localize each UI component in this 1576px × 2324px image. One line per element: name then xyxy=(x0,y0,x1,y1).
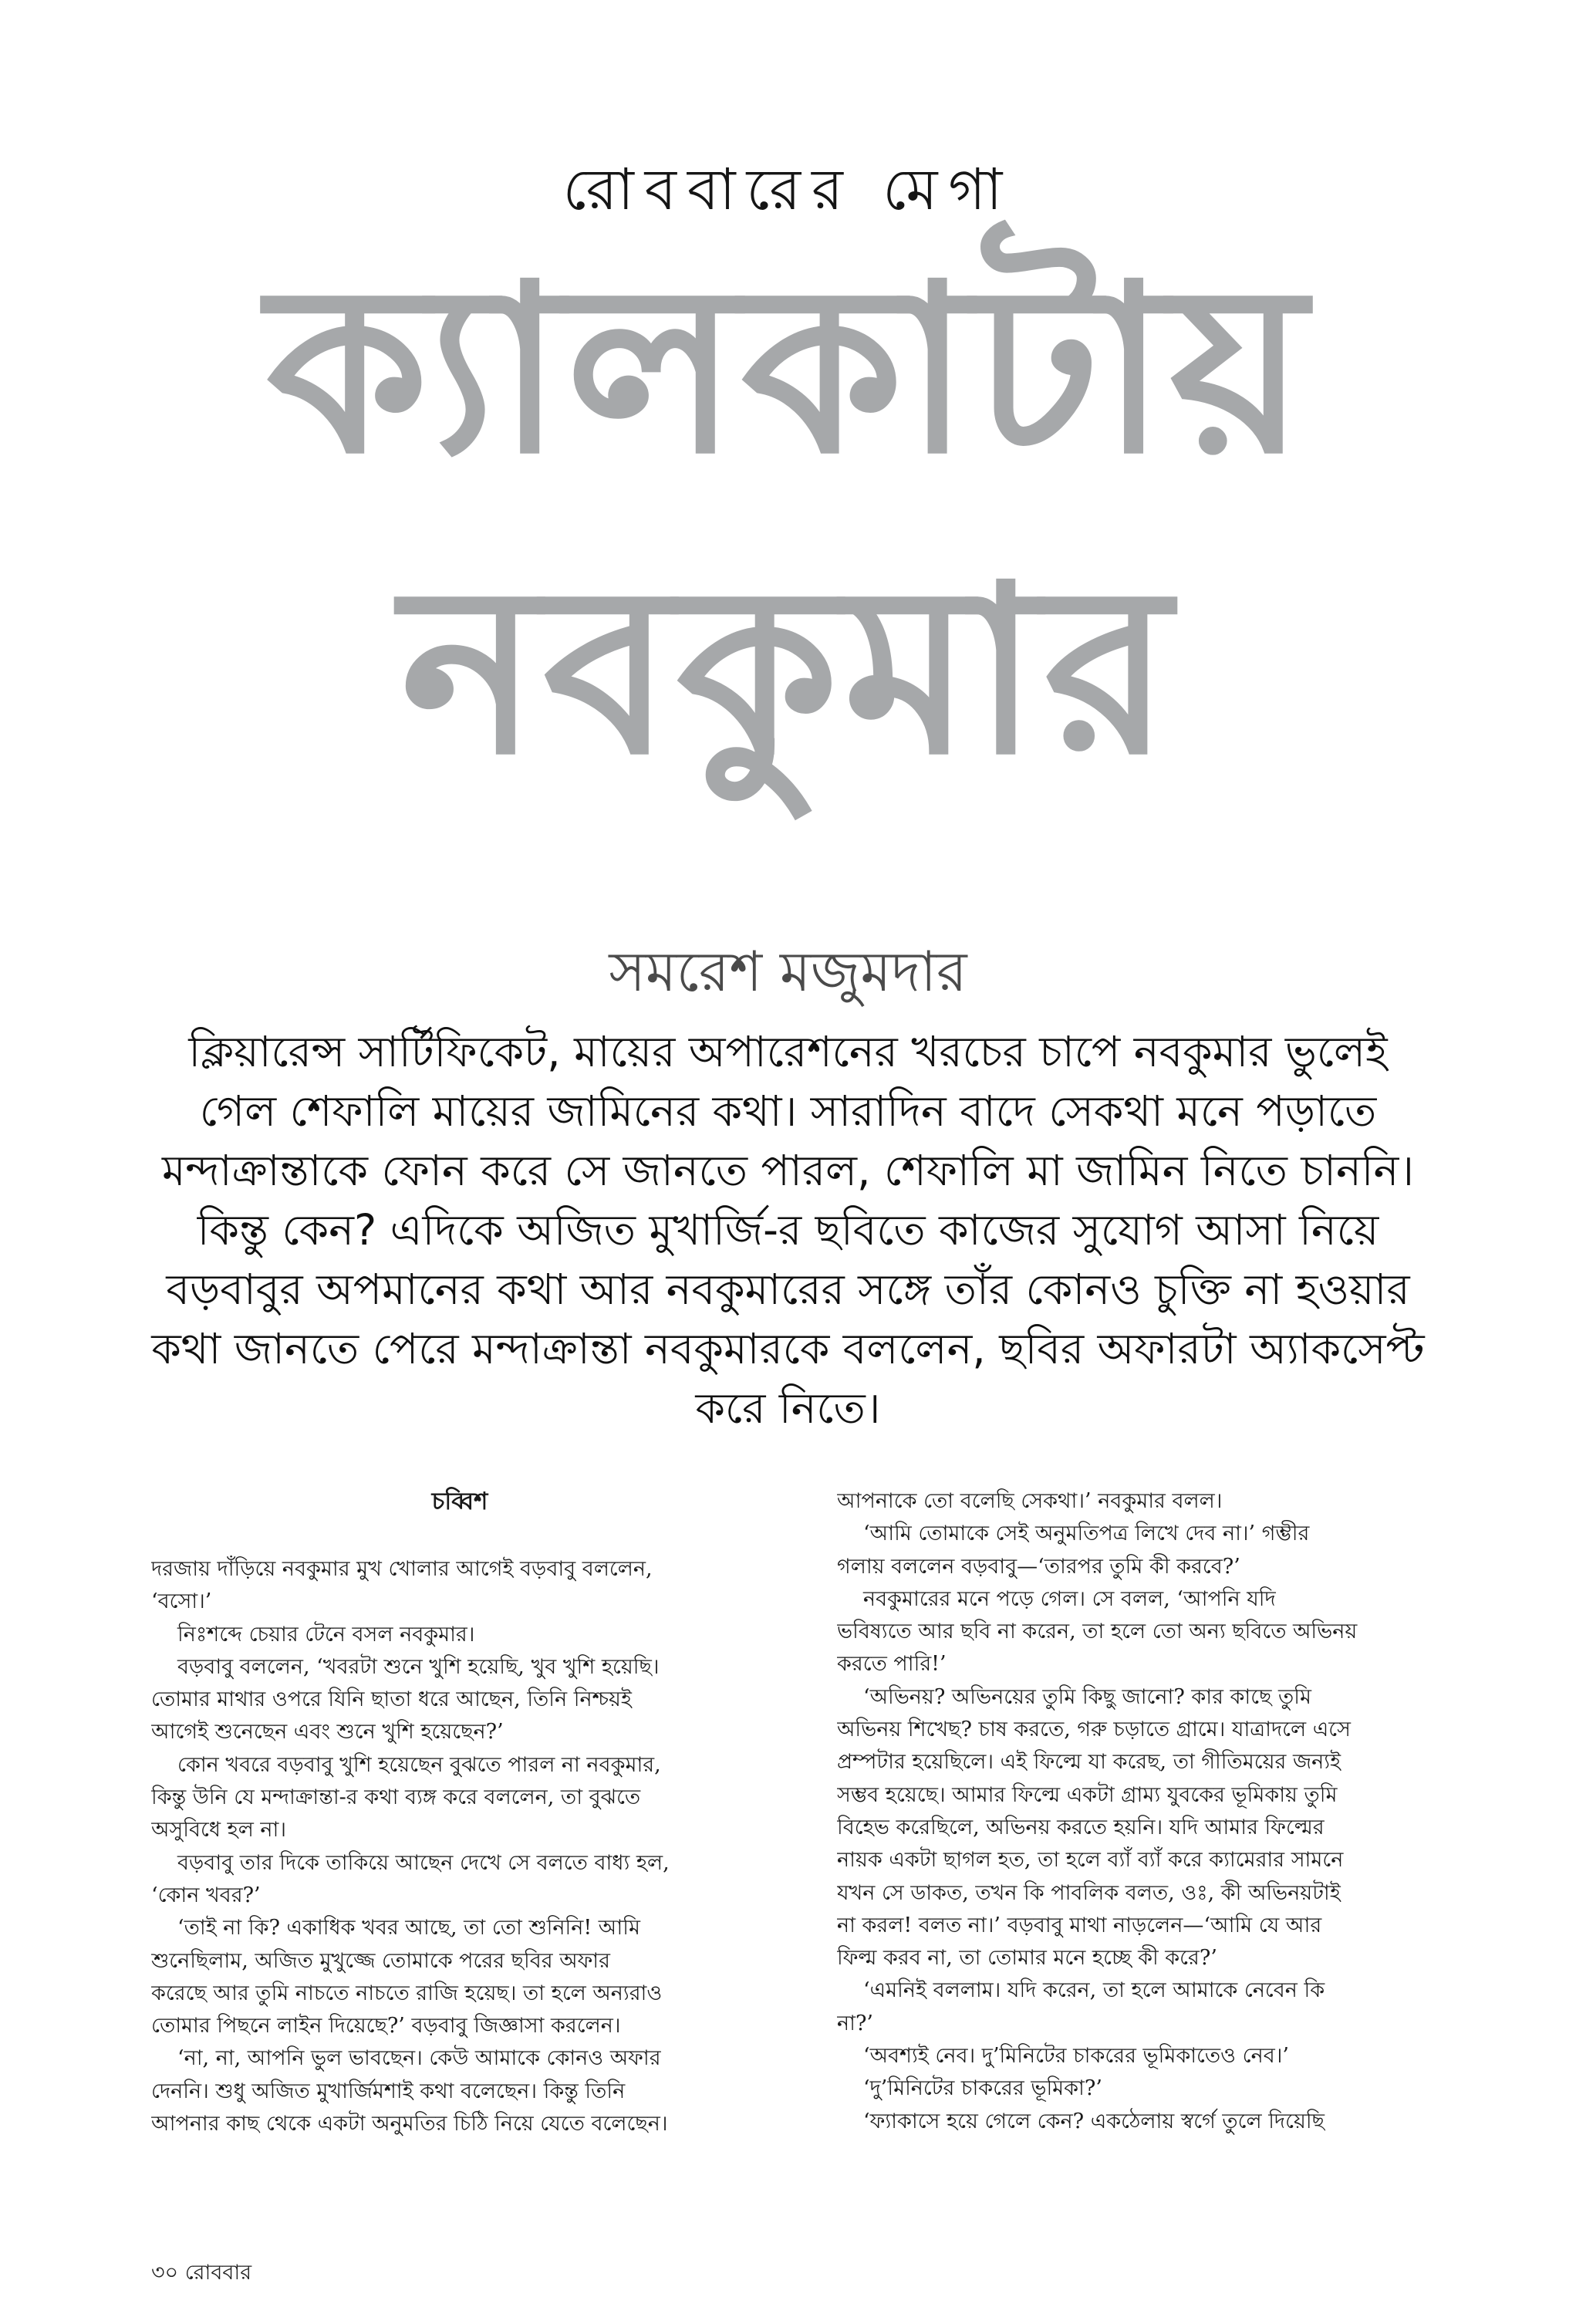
body-text-line: ‘কোন খবর?’ xyxy=(151,1883,261,1907)
body-text-line: আপনাকে তো বলেছি সেকথা।’ নবকুমার বলল। xyxy=(837,1489,1223,1513)
chapter-heading: চব্বিশ xyxy=(431,1488,488,1515)
body-text-line: করেছে আর তুমি নাচতে নাচতে রাজি হয়েছ। তা হলে অন্যরাও xyxy=(151,1981,663,2005)
body-text-line: কোন খবরে বড়বাবু খুশি হয়েছেন বুঝতে পারল না নবকুমার, xyxy=(177,1752,661,1777)
body-text-line: নায়ক একটা ছাগল হত, তা হলে ব্যাঁ ব্যাঁ করে ক্যামেরার সামনে xyxy=(837,1848,1344,1873)
synopsis-line: মন্দাক্রান্তাকে ফোন করে সে জানতে পারল, শেফালি মা জামিন নিতে চাননি। xyxy=(161,1146,1415,1195)
body-text-line: তোমার মাথার ওপরে যিনি ছাতা ধরে আছেন, তিনি নিশ্চয়ই xyxy=(151,1687,632,1712)
synopsis-line: ক্লিয়ারেন্স সার্টিফিকেট, মায়ের অপারেশনের খরচের চাপে নবকুমার ভুলেই xyxy=(188,1027,1388,1076)
body-text-line: ‘তাই না কি? একাধিক খবর আছে, তা তো শুনিনি! আমি xyxy=(177,1916,641,1941)
body-text-line: না করল! বলত না।’ বড়বাবু মাথা নাড়লেন—‘আমি যে আর xyxy=(837,1913,1322,1937)
body-text-line: ‘দু’মিনিটের চাকরের ভূমিকা?’ xyxy=(863,2076,1102,2101)
body-text-line: আপনার কাছ থেকে একটা অনুমতির চিঠি নিয়ে যেতে বলেছেন। xyxy=(151,2112,668,2137)
body-text-line: বিহেভ করেছিলে, অভিনয় করতে হয়নি। যদি আমার ফিল্মের xyxy=(837,1815,1325,1839)
body-text-line: সম্ভব হয়েছে। আমার ফিল্মে একটা গ্রাম্য যুবকের ভূমিকায় তুমি xyxy=(837,1782,1338,1807)
body-text-line: ‘বসো।’ xyxy=(151,1589,212,1614)
synopsis-line: করে নিতে। xyxy=(695,1383,881,1433)
body-text-line: তোমার পিছনে লাইন দিয়েছে?’ বড়বাবু জিজ্ঞাসা করলেন। xyxy=(151,2014,621,2039)
body-text-line: আগেই শুনেছেন এবং শুনে খুশি হয়েছেন?’ xyxy=(151,1720,504,1745)
body-text-line: ‘অভিনয়? অভিনয়ের তুমি কিছু জানো? কার কাছে তুমি xyxy=(863,1684,1312,1709)
body-text-line: ‘এমনিই বললাম। যদি করেন, তা হলে আমাকে নেবেন কি xyxy=(863,1978,1325,2003)
body-text-line: গলায় বললেন বড়বাবু—‘তারপর তুমি কী করবে?’ xyxy=(837,1554,1240,1579)
body-text-line: ‘না, না, আপনি ভুল ভাবছেন। কেউ আমাকে কোনও অফার xyxy=(177,2046,661,2071)
page-folio: ৩০ রোববার xyxy=(151,2261,252,2285)
body-text-line: নিঃশব্দে চেয়ার টেনে বসল নবকুমার। xyxy=(177,1622,475,1647)
story-title-line-1: ক্যালকাটায় xyxy=(266,235,1310,505)
left-column-lines xyxy=(151,1553,768,2140)
body-text-line: প্রম্পটার হয়েছিলে। এই ফিল্মে যা করেছ, তা গীতিময়ের জন্যই xyxy=(837,1750,1341,1775)
body-text-line: ‘ফ্যাকাসে হয়ে গেলে কেন? একঠেলায় স্বর্গে তুলে দিয়েছি xyxy=(863,2109,1325,2133)
body-text-line: কিন্তু উনি যে মন্দাক্রান্তা-র কথা ব্যঙ্গ করে বললেন, তা বুঝতে xyxy=(151,1785,641,1810)
story-title-line-2: নবকুমার xyxy=(400,536,1176,806)
body-text-line: অসুবিধে হল না। xyxy=(151,1818,287,1843)
body-text-line: ভবিষ্যতে আর ছবি না করেন, তা হলে তো অন্য ছবিতে অভিনয় xyxy=(837,1620,1358,1644)
body-text-line: অভিনয় শিখেছ? চাষ করতে, গরু চড়াতে গ্রামে। যাত্রাদলে এসে xyxy=(837,1718,1351,1742)
synopsis xyxy=(147,1022,1429,1438)
body-text-line: ফিল্ম করব না, তা তোমার মনে হচ্ছে কী করে?’ xyxy=(837,1946,1217,1971)
right-text-column xyxy=(837,1485,1439,2138)
body-text-line: যখন সে ডাকত, তখন কি পাবলিক বলত, ওঃ, কী অভিনয়টাই xyxy=(837,1880,1341,1905)
body-text-line: দেননি। শুধু অজিত মুখার্জিমশাই কথা বলেছেন। কিন্তু তিনি xyxy=(151,2079,626,2103)
body-text-line: বড়বাবু বললেন, ‘খবরটা শুনে খুশি হয়েছি, খুব খুশি হয়েছি। xyxy=(177,1654,660,1679)
synopsis-line: কথা জানতে পেরে মন্দাক্রান্তা নবকুমারকে বললেন, ছবির অফারটা অ্যাকসেপ্ট xyxy=(151,1324,1425,1373)
body-text-line: বড়বাবু তার দিকে তাকিয়ে আছেন দেখে সে বলতে বাধ্য হল, xyxy=(177,1850,670,1875)
body-text-line: না?’ xyxy=(837,2011,874,2035)
author-name: সমরেশ মজুমদার xyxy=(609,939,967,1004)
body-text-line: নবকুমারের মনে পড়ে গেল। সে বলল, ‘আপনি যদি xyxy=(863,1586,1276,1611)
body-text-line: করতে পারি!’ xyxy=(837,1652,947,1677)
body-text-line: ‘অবশ্যই নেব। দু’মিনিটের চাকরের ভূমিকাতেও নেব।’ xyxy=(863,2044,1289,2069)
body-text-line: দরজায় দাঁড়িয়ে নবকুমার মুখ খোলার আগেই বড়বাবু বললেন, xyxy=(151,1557,653,1581)
body-text-line: ‘আমি তোমাকে সেই অনুমতিপত্র লিখে দেব না।’ গম্ভীর xyxy=(863,1522,1310,1546)
synopsis-line: বড়বাবুর অপমানের কথা আর নবকুমারের সঙ্গে তাঁর কোনও চুক্তি না হওয়ার xyxy=(166,1265,1410,1314)
body-text-line: শুনেছিলাম, অজিত মুখুজ্জে তোমাকে পরের ছবির অফার xyxy=(151,1948,610,1973)
left-text-column xyxy=(151,1485,768,2140)
series-kicker: রোববারের মেগা xyxy=(562,157,1014,223)
synopsis-line: গেল শেফালি মায়ের জামিনের কথা। সারাদিন বাদে সেকথা মনে পড়াতে xyxy=(199,1086,1377,1136)
right-column-lines xyxy=(837,1485,1439,2138)
synopsis-line: কিন্তু কেন? এদিকে অজিত মুখার্জি-র ছবিতে কাজের সুযোগ আসা নিয়ে xyxy=(197,1205,1379,1255)
